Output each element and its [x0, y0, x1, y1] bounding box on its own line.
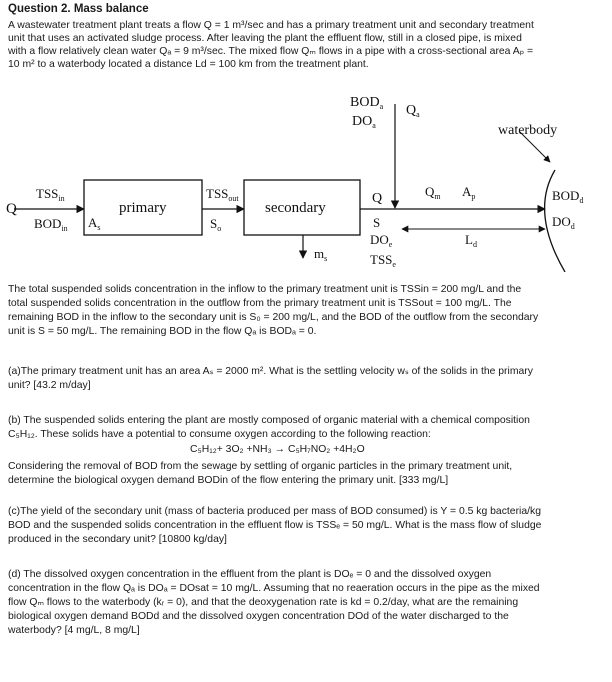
solids-line: remaining BOD in the inflow to the secondary unit is S₀ = 200 mg/L, and the BOD of the outflow from the secondary: [8, 312, 539, 323]
part-d-line: concentration in the flow Qₐ is DOₐ = DOsat = 10 mg/L. Assuming that no reaeration occurs in the pipe as the mixed: [8, 583, 540, 594]
part-b-line: C₅H₁₂. These solids have a potential to consume oxygen according to the following reaction:: [8, 429, 431, 440]
label-do-d: $DO_d$: [552, 214, 575, 231]
label-primary: primary: [119, 200, 167, 216]
question-title: Question 2. Mass balance: [8, 3, 149, 15]
label-bod-a: $BOD_a$: [350, 95, 384, 111]
label-s-eff: S: [373, 215, 381, 230]
label-ms: $m_s$: [314, 246, 328, 263]
part-c-line: BOD and the suspended solids concentration in the effluent flow is TSSₑ = 50 mg/L. What is the mass flow of sludge: [8, 520, 542, 531]
part-b-line: (b) The suspended solids entering the plant are mostly composed of organic material with a chemical composition: [8, 415, 530, 426]
solids-line: The total suspended solids concentration in the inflow to the primary treatment unit is TSSin = 200 mg/L and the: [8, 284, 522, 295]
label-bod-in: $BOD_{in}$: [34, 216, 68, 233]
solids-line: unit is S = 50 mg/L. The remaining BOD in the flow Qₐ is BODₐ = 0.: [8, 326, 317, 337]
label-so: $S_o$: [210, 216, 222, 233]
label-do-a: $DO_a$: [352, 114, 376, 130]
part-d-line: waterbody? [4 mg/L, 8 mg/L]: [8, 625, 140, 636]
part-c-line: produced in the secondary unit? [10800 kg/day]: [8, 534, 227, 545]
label-bod-d: $BOD_d$: [552, 188, 584, 205]
intro-line: 10 m² to a waterbody located a distance Ld = 100 km from the treatment plant.: [8, 59, 369, 70]
label-as: $A_s$: [88, 215, 101, 232]
label-tss-out: $TSS_{out}$: [206, 186, 239, 203]
label-secondary: secondary: [265, 200, 326, 216]
label-q-a: $Q_a$: [406, 103, 420, 119]
part-d-line: flow Qₘ flows to the waterbody (kᵣ = 0), and that the deoxygenation rate is kd = 0.2/day, what are the remaining: [8, 597, 519, 608]
label-q-eff: Q: [372, 191, 383, 206]
label-tss-e: $TSS_e$: [370, 252, 396, 269]
intro-line: with a flow relatively clean water Qₐ = 9 m³/sec. The mixed flow Qₘ flows in a pipe with a cross-sectional area Aₚ =: [8, 46, 534, 57]
part-c-line: (c)The yield of the secondary unit (mass of bacteria produced per mass of BOD consumed) is Y = 0.5 kg bacteria/kg: [8, 506, 541, 517]
part-d-line: (d) The dissolved oxygen concentration in the effluent from the plant is DOₑ = 0 and the dissolved oxygen: [8, 569, 492, 580]
label-q-in: Q: [6, 201, 17, 217]
intro-line: unit that uses an activated sludge process. After leaving the plant the effluent flow, still in a closed pipe, is mixed: [8, 33, 522, 44]
reaction-equation: C₅H₁₂+ 3O₂ +NH₃ → C₅H₇NO₂ +4H₂O: [190, 444, 365, 455]
intro-line: A wastewater treatment plant treats a flow Q = 1 m³/sec and has a primary treatment unit and secondary treatment: [8, 20, 534, 31]
part-a-line: (a)The primary treatment unit has an area Aₛ = 2000 m². What is the settling velocity wₛ of the solids in the primary: [8, 366, 533, 377]
part-a-line: unit? [43.2 m/day]: [8, 380, 91, 391]
label-waterbody: waterbody: [498, 123, 558, 138]
part-b-line: determine the biological oxygen demand BODin of the flow entering the primary unit. [333 mg/L]: [8, 475, 449, 486]
process-diagram: [0, 82, 612, 272]
label-l-d: $L_d$: [465, 232, 477, 249]
solids-line: total suspended solids concentration in the outflow from the primary treatment unit is TSSout = 100 mg/L. The: [8, 298, 512, 309]
label-tss-in: $TSS_{in}$: [36, 186, 65, 203]
part-b-line: Considering the removal of BOD from the sewage by settling of organic particles in the primary treatment unit,: [8, 461, 513, 472]
label-do-e: $DO_e$: [370, 232, 393, 249]
label-a-p: $A_p$: [462, 184, 476, 201]
label-q-m: $Q_m$: [425, 184, 441, 201]
part-d-line: biological oxygen demand BODd and the dissolved oxygen concentration DOd of the water discharged to the: [8, 611, 509, 622]
